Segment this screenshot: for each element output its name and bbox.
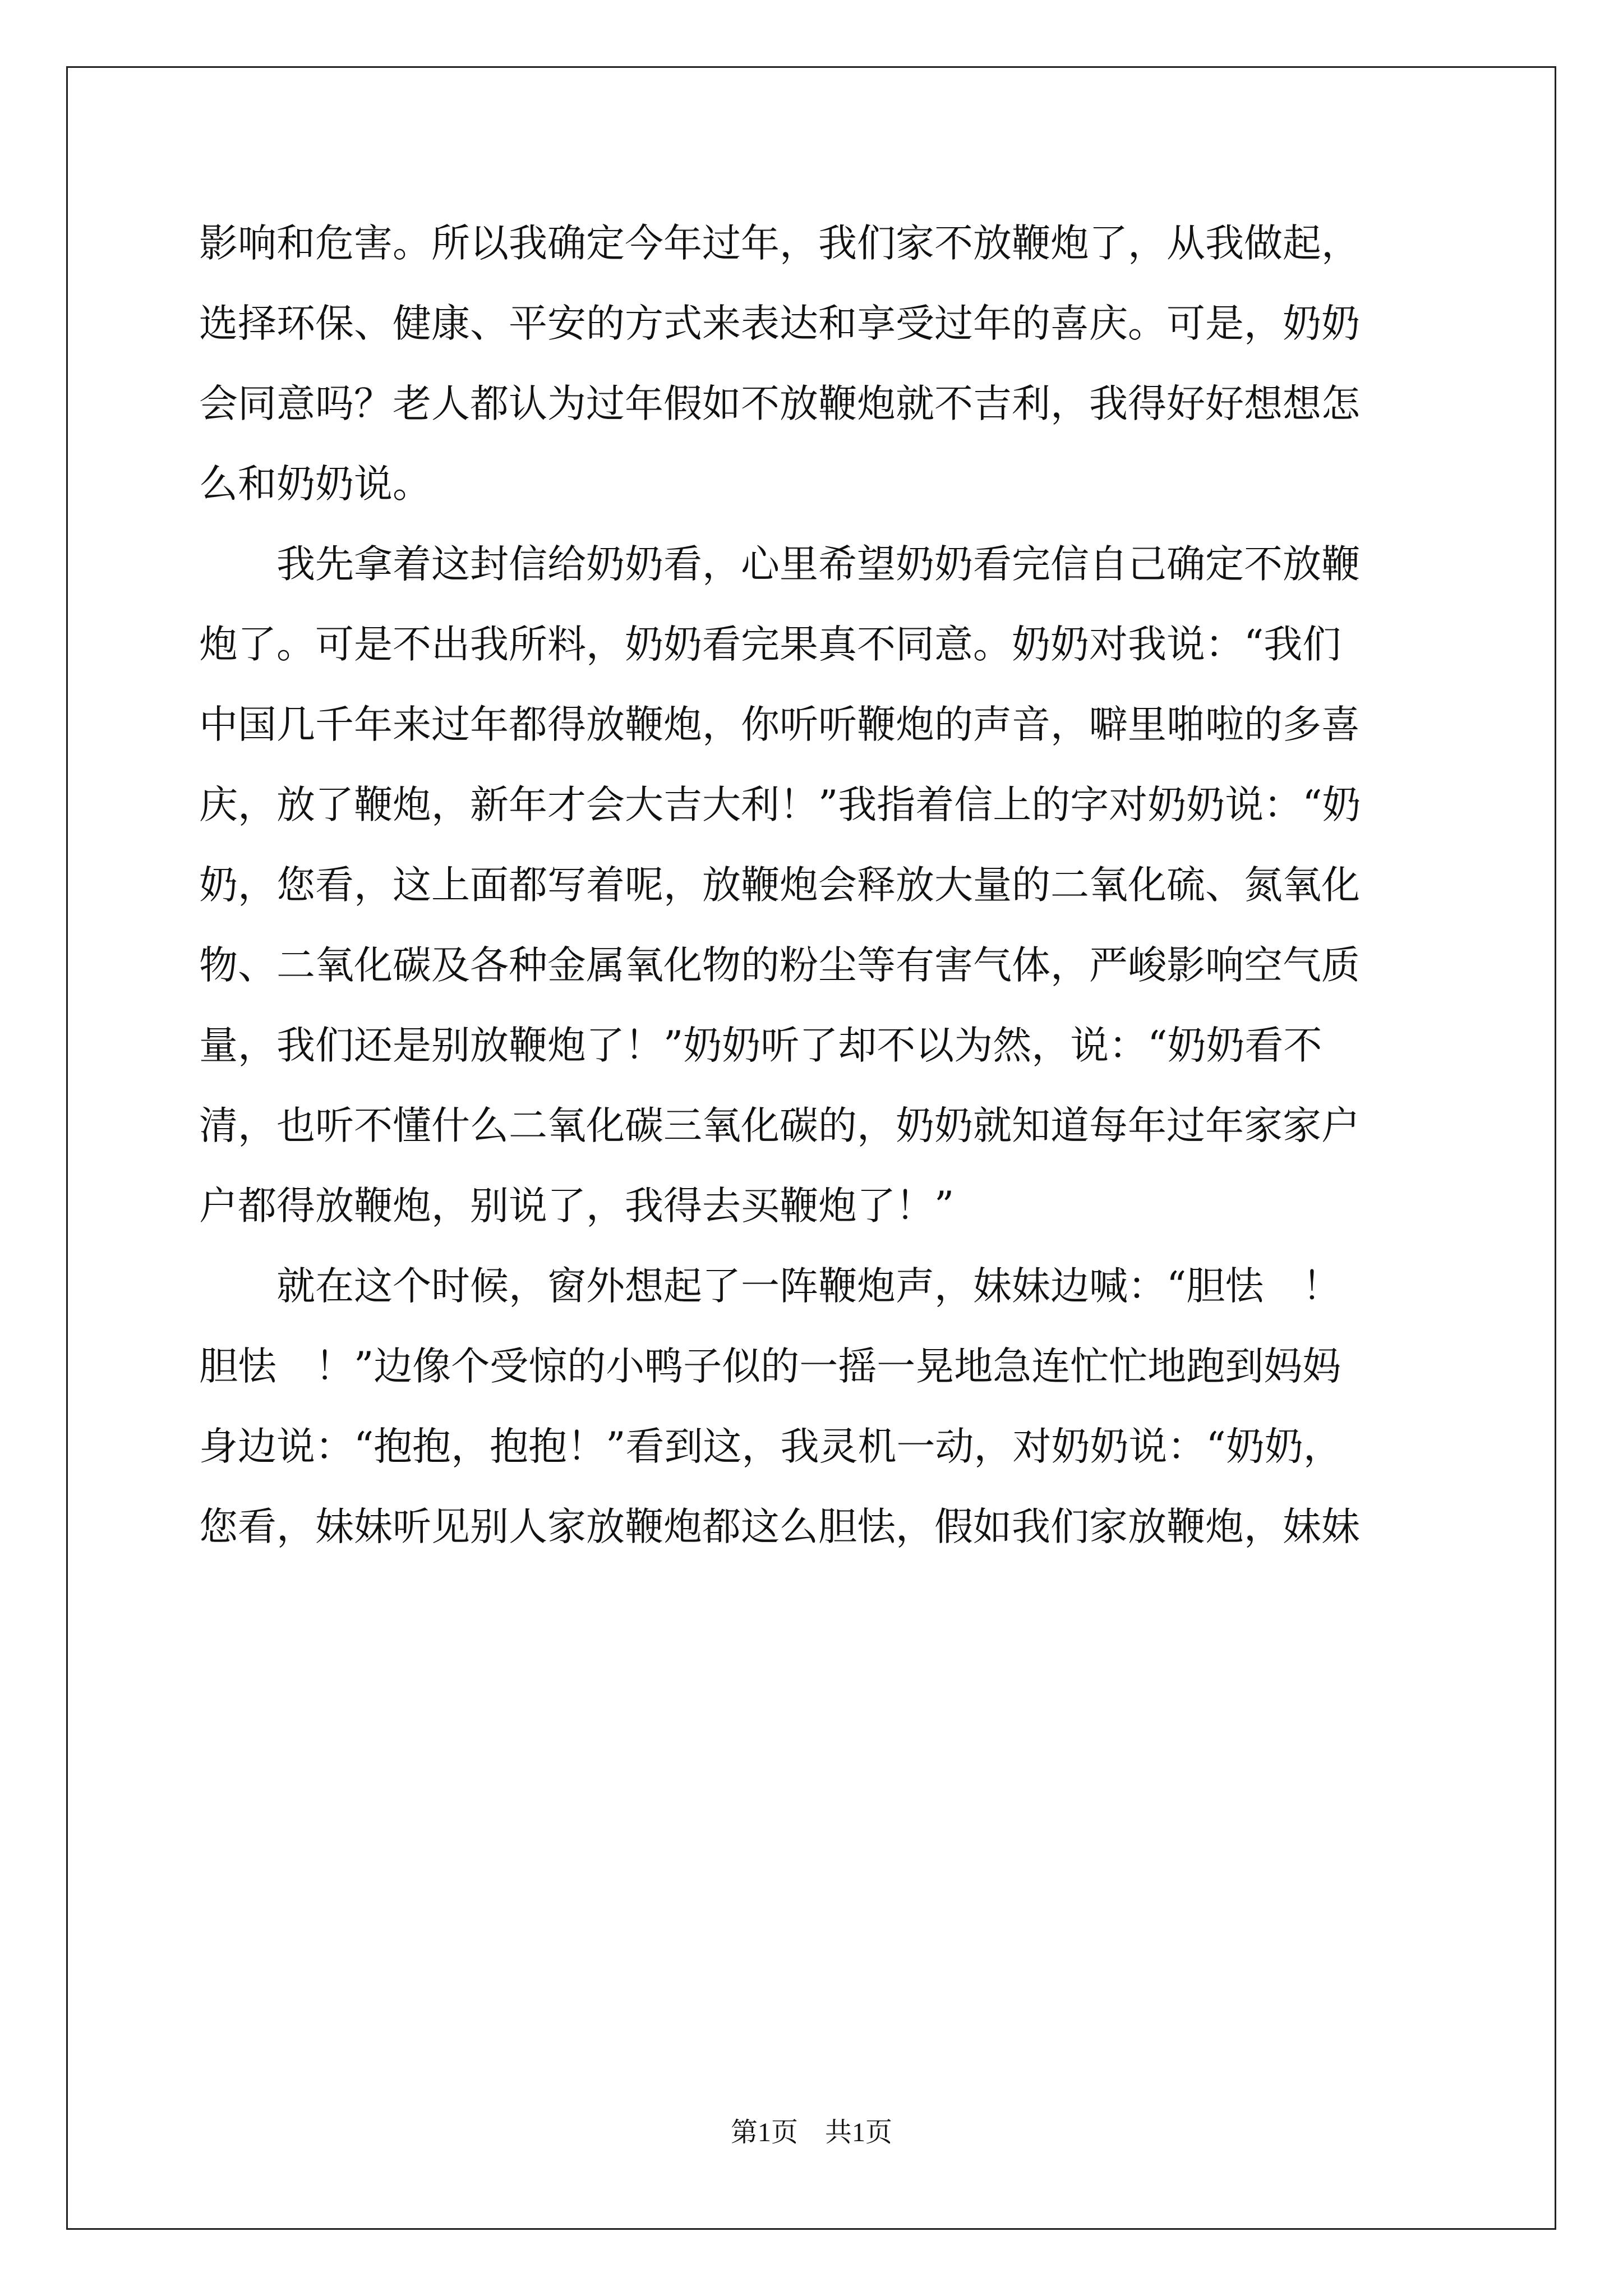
text-line: 清，也听不懂什么二氧化碳三氧化碳的，奶奶就知道每年过年家家户 [199,1103,1360,1148]
text-line: 会同意吗？老人都认为过年假如不放鞭炮就不吉利，我得好好想想怎 [199,381,1360,426]
text-line: 奶，您看，这上面都写着呢，放鞭炮会释放大量的二氧化硫、氮氧化 [199,863,1360,908]
text-line: 就在这个时候，窗外想起了一阵鞭炮声，妹妹边喊：“胆怯 ！ [276,1264,1341,1309]
text-line: 影响和危害。所以我确定今年过年，我们家不放鞭炮了，从我做起， [199,221,1360,266]
paragraph-3 [199,1246,1427,1567]
text-line: 身边说：“抱抱，抱抱！”看到这，我灵机一动，对奶奶说：“奶奶， [199,1424,1342,1469]
paragraph-1 [199,204,1427,524]
text-line: 户都得放鞭炮，别说了，我得去买鞭炮了！” [199,1184,955,1228]
text-line: 选择环保、健康、平安的方式来表达和享受过年的喜庆。可是，奶奶 [199,301,1360,346]
text-line: 炮了。可是不出我所料，奶奶看完果真不同意。奶奶对我说：“我们 [199,622,1341,667]
text-line: 物、二氧化碳及各种金属氧化物的粉尘等有害气体，严峻影响空气质 [199,943,1360,988]
text-line: 庆，放了鞭炮，新年才会大吉大利！”我指着信上的字对奶奶说：“奶 [199,783,1361,827]
page-number-footer: 第1页 共1页 [730,2118,892,2147]
paragraph-2 [199,524,1427,1246]
text-line: 您看，妹妹听见别人家放鞭炮都这么胆怯，假如我们家放鞭炮，妹妹 [199,1504,1360,1549]
text-line: 量，我们还是别放鞭炮了！”奶奶听了却不以为然，说：“奶奶看不 [199,1023,1322,1068]
text-line: 中国几千年来过年都得放鞭炮，你听听鞭炮的声音，噼里啪啦的多喜 [199,702,1360,747]
text-line: 么和奶奶说。 [199,462,431,507]
document-body [199,204,1427,1567]
text-line: 我先拿着这封信给奶奶看，心里希望奶奶看完信自己确定不放鞭 [276,542,1360,587]
text-line: 胆怯 ！”边像个受惊的小鸭子似的一摇一晃地急连忙忙地跑到妈妈 [199,1344,1341,1389]
